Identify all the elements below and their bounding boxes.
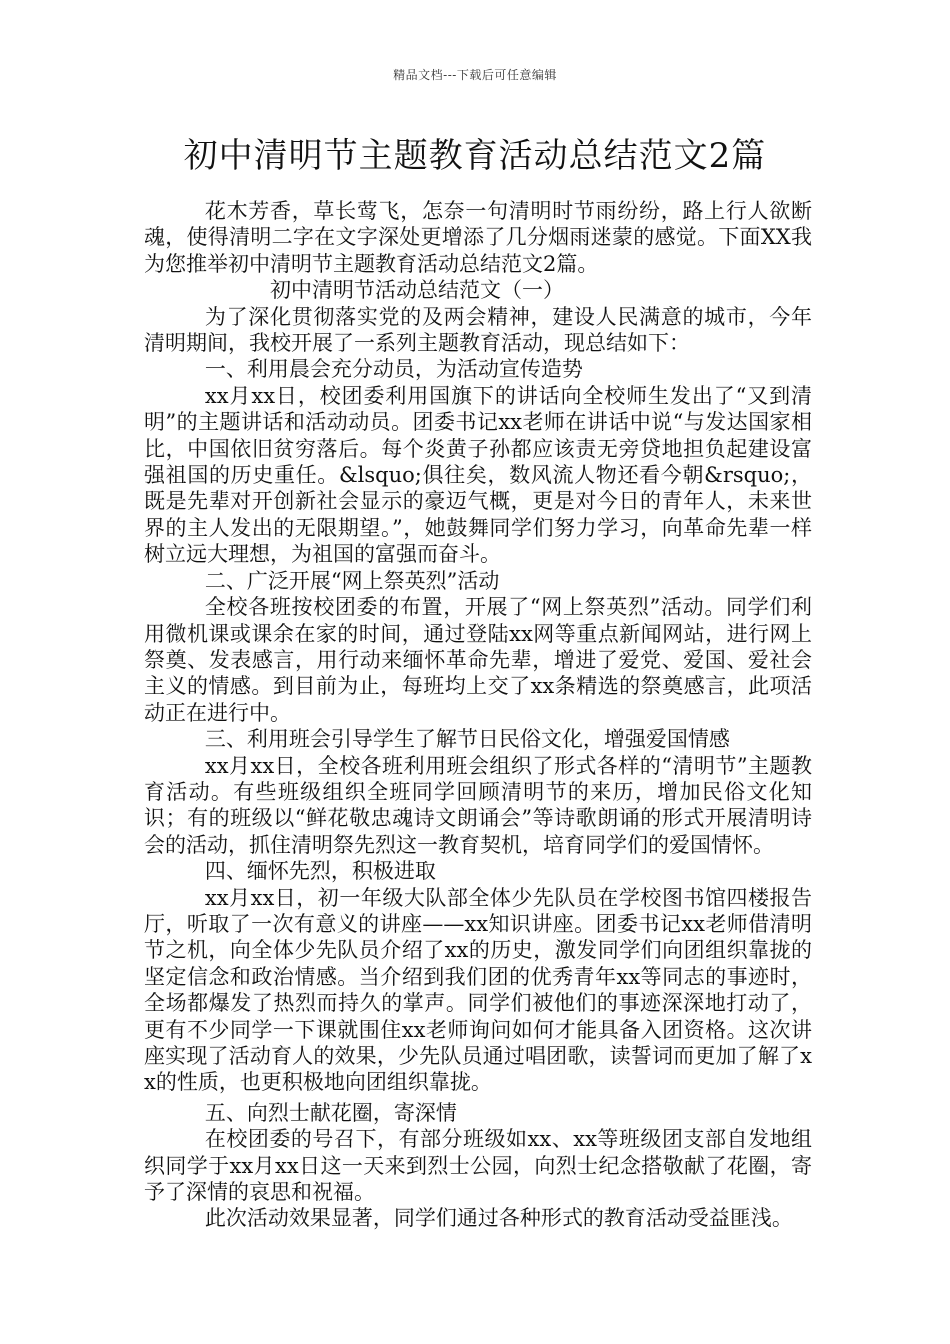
heading-3: 三、利用班会引导学生了解节日民俗文化，增强爱国情感 <box>204 727 730 752</box>
paragraph-5: 在校团委的号召下，有部分班级如xx、xx等班级团支部自发地组织同学于xx月xx日这一天来到烈士公园，向烈士纪念搭敬献了花圈，寄予了深情的哀思和祝福。 <box>144 1127 812 1205</box>
heading-2: 二、广泛开展“网上祭英烈”活动 <box>204 568 500 593</box>
heading-4: 四、缅怀先烈，积极进取 <box>204 859 436 884</box>
section-subtitle: 初中清明节活动总结范文（一） <box>270 278 564 303</box>
document-body <box>144 198 812 1232</box>
heading-5: 五、向烈士献花圈，寄深情 <box>204 1100 457 1125</box>
paragraph-1: xx月xx日，校团委利用国旗下的讲话向全校师生发出了“又到清明”的主题讲话和活动动员。团委书记xx老师在讲话中说“与发达国家相比，中国依旧贫穷落后。每个炎黄子孙都应该责无旁贷地担负起建设富强祖国的历史重任。&lsquo;俱往矣，数风流人物还看今朝&rsquo;，既是先辈对开创新社会显示的豪迈气概，更是对今日的青年人，未来世界的主人发出的无限期望。”，她鼓舞同学们努力学习，向革命先辈一样树立远大理想，为祖国的富强而奋斗。 <box>144 383 812 567</box>
opening-paragraph: 为了深化贯彻落实党的及两会精神，建设人民满意的城市，今年清明期间，我校开展了一系列主题教育活动，现总结如下： <box>144 304 812 356</box>
paragraph-2: 全校各班按校团委的布置，开展了“网上祭英烈”活动。同学们利用微机课或课余在家的时间，通过登陆xx网等重点新闻网站，进行网上祭奠、发表感言，用行动来缅怀革命先辈，增进了爱党、爱国、爱社会主义的情感。到目前为止，每班均上交了xx条精选的祭奠感言，此项活动正在进行中。 <box>144 595 812 725</box>
paragraph-3: xx月xx日，全校各班利用班会组织了形式各样的“清明节”主题教育活动。有些班级组织全班同学回顾清明节的来历，增加民俗文化知识；有的班级以“鲜花敬忠魂诗文朗诵会”等诗歌朗诵的形式开展清明诗会的活动，抓住清明祭先烈这一教育契机，培育同学们的爱国情怀。 <box>144 753 812 857</box>
heading-1: 一、利用晨会充分动员，为活动宣传造势 <box>204 357 583 382</box>
header-note: 精品文档---下载后可任意编辑 <box>393 68 557 82</box>
closing-paragraph: 此次活动效果显著，同学们通过各种形式的教育活动受益匪浅。 <box>204 1206 793 1231</box>
document-title: 初中清明节主题教育活动总结范文2篇 <box>183 136 767 176</box>
paragraph-4: xx月xx日，初一年级大队部全体少先队员在学校图书馆四楼报告厅，听取了一次有意义的讲座——xx知识讲座。团委书记xx老师借清明节之机，向全体少先队员介绍了xx的历史，激发同学们向团组织靠拢的坚定信念和政治情感。当介绍到我们团的优秀青年xx等同志的事迹时，全场都爆发了热烈而持久的掌声。同学们被他们的事迹深深地打动了，更有不少同学一下课就围住xx老师询问如何才能具备入团资格。这次讲座实现了活动育人的效果，少先队员通过唱团歌，读誓词而更加了解了xx的性质，也更积极地向团组织靠拢。 <box>144 885 812 1095</box>
intro-paragraph: 花木芳香，草长莺飞，怎奈一句清明时节雨纷纷，路上行人欲断魂，使得清明二字在文字深处更增添了几分烟雨迷蒙的感觉。下面XX我为您推举初中清明节主题教育活动总结范文2篇。 <box>144 199 812 276</box>
